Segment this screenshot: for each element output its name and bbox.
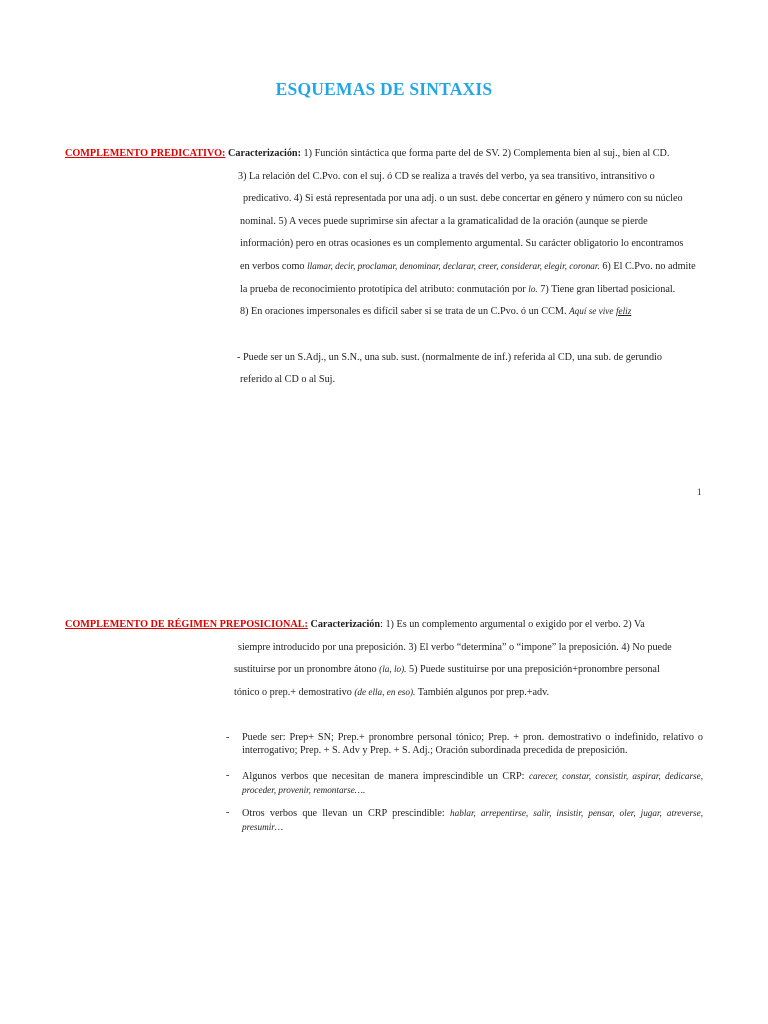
section1-paragraph-2-line-2: referido al CD o al Suj. bbox=[240, 374, 336, 385]
section1-line-5: información) pero en otras ocasiones es un complemento argumental. Su carácter obligatorio lo encontramos bbox=[240, 238, 684, 249]
section2-first-line bbox=[65, 619, 645, 630]
section2-bullet-3-text: Otros verbos que llevan un CRP prescindible: bbox=[242, 808, 445, 819]
section2-crp-verbs-optional: hablar, arrepentirse, salir, insistir, pensar, oler, jugar, atreverse, presumir… bbox=[242, 808, 703, 832]
section2-line-4 bbox=[234, 687, 549, 698]
section2-line-4-text-b: También algunos por prep.+adv. bbox=[417, 687, 550, 698]
document-title: ESQUEMAS DE SINTAXIS bbox=[275, 79, 493, 99]
section1-line-8 bbox=[240, 306, 631, 317]
section1-heading: COMPLEMENTO PREDICATIVO: bbox=[65, 148, 226, 159]
section1-line-4: nominal. 5) A veces puede suprimirse sin afectar a la gramaticalidad de la oración (aunque se pierde bbox=[240, 216, 648, 227]
section2-heading: COMPLEMENTO DE RÉGIMEN PREPOSICIONAL: bbox=[65, 619, 308, 630]
section2-bullet-3 bbox=[242, 807, 703, 834]
section1-line-7 bbox=[240, 284, 675, 295]
section2-bullet-1: Puede ser: Prep+ SN; Prep.+ pronombre personal tónico; Prep. + pron. demostrativo o indefinido, relativo o interrogativo; Prep. + S. Adv y Prep. + S. Adj.; Oración subordinada precedida de preposición. bbox=[242, 732, 703, 756]
section1-caracterizacion-label: Caracterización: bbox=[228, 148, 301, 159]
section1-line-6-text-a: en verbos como bbox=[240, 261, 305, 272]
section2-bullet-2-text: Algunos verbos que necesitan de manera imprescindible un CRP: bbox=[242, 771, 525, 782]
section2-line-3-text-b: 5) Puede sustituirse por una preposición+pronombre personal bbox=[409, 664, 660, 675]
section1-line-2: 3) La relación del C.Pvo. con el suj. ó CD se realiza a través del verbo, ya sea transitivo, intransitivo o bbox=[238, 171, 655, 182]
section2-crp-verbs-required: carecer, constar, consistir, aspirar, dedicarse, proceder, provenir, remontarse…. bbox=[242, 771, 703, 795]
section1-first-line bbox=[65, 148, 669, 159]
section2-bullet-2 bbox=[242, 770, 703, 797]
section1-line-7-text-a: la prueba de reconocimiento prototípica del atributo: conmutación por bbox=[240, 284, 526, 295]
section2-demostrativo-example: (de ella, en eso). bbox=[354, 687, 416, 697]
page-number: 1 bbox=[697, 487, 702, 497]
bullet-marker: - bbox=[226, 770, 230, 781]
section1-line-6 bbox=[240, 261, 696, 272]
section1-line-7-text-b: 7) Tiene gran libertad posicional. bbox=[540, 284, 676, 295]
section2-line-4-text-a: tónico o prep.+ demostrativo bbox=[234, 687, 352, 698]
section1-lo-example: lo. bbox=[528, 284, 538, 294]
section1-feliz-example: feliz bbox=[616, 306, 632, 316]
section2-line-3 bbox=[234, 664, 660, 675]
section2-line-1: : 1) Es un complemento argumental o exigido por el verbo. 2) Va bbox=[380, 619, 645, 630]
section2-atono-example: (la, lo). bbox=[379, 664, 407, 674]
section2-line-3-text-a: sustituirse por un pronombre átono bbox=[234, 664, 377, 675]
section2-caracterizacion-label: Caracterización bbox=[310, 619, 381, 630]
section1-impersonal-example: Aquí se vive bbox=[569, 306, 614, 316]
bullet-marker: - bbox=[226, 807, 230, 818]
section1-verb-examples: llamar, decir, proclamar, denominar, declarar, creer, considerar, elegir, coronar. bbox=[307, 261, 600, 271]
section2-line-2: siempre introducido por una preposición. 3) El verbo “determina” o “impone” la preposición. 4) No puede bbox=[238, 642, 672, 653]
section1-line-3: predicativo. 4) Si está representada por una adj. o un sust. debe concertar en género y número con su núcleo bbox=[243, 193, 683, 204]
section1-line-6-text-b: 6) El C.Pvo. no admite bbox=[602, 261, 696, 272]
section1-line-8-text: 8) En oraciones impersonales es difícil saber si se trata de un C.Pvo. ó un CCM. bbox=[240, 306, 567, 317]
bullet-marker: - bbox=[226, 732, 230, 743]
section1-paragraph-2-line-1: - Puede ser un S.Adj., un S.N., una sub. sust. (normalmente de inf.) referida al CD, una sub. de gerundio bbox=[237, 352, 662, 363]
section1-line-1: 1) Función sintáctica que forma parte del de SV. 2) Complementa bien al suj., bien al CD. bbox=[303, 148, 670, 159]
